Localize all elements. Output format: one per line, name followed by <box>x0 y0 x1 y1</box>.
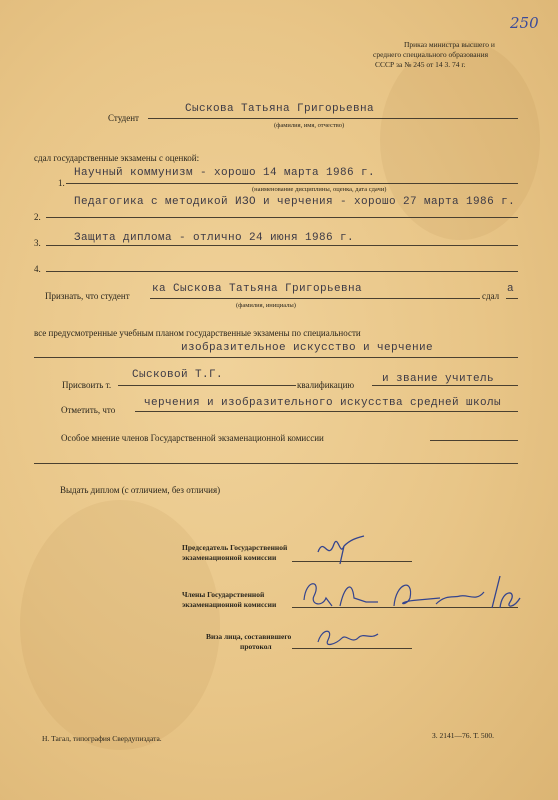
note-underline <box>135 411 518 412</box>
members-label-2: экзаменационной комиссии <box>182 600 277 609</box>
exam-underline-2 <box>46 217 518 218</box>
qualification-value: и звание учитель <box>382 373 495 385</box>
order-line-2: среднего специального образования <box>373 50 489 59</box>
exams-intro: сдал государственные экзамены с оценкой: <box>34 153 200 163</box>
passed-label: сдал <box>482 291 500 301</box>
specialty-underline <box>34 357 518 358</box>
members-signatures-icon <box>296 568 526 618</box>
chairman-signature-icon <box>310 522 370 567</box>
opinion-underline-2 <box>34 463 518 464</box>
order-line-1: Приказ министра высшего и <box>404 40 495 49</box>
qualification-underline <box>372 385 518 386</box>
recognize-name: ка Сыскова Татьяна Григорьевна <box>152 283 363 295</box>
footer-printer: Н. Тагал, типография Свердупиздата. <box>42 734 162 743</box>
passed-ending: а <box>507 283 515 295</box>
recognize-underline <box>150 298 480 299</box>
exam-underline-1 <box>66 183 518 184</box>
note-label: Отметить, что <box>61 405 116 415</box>
exam-text-3: Защита диплома - отлично 24 июня 1986 г. <box>74 232 355 244</box>
recognize-caption: (фамилия, инициалы) <box>236 302 296 309</box>
opinion-underline-1 <box>430 440 518 441</box>
chairman-label-1: Председатель Государственной <box>182 543 288 552</box>
opinion-label: Особое мнение членов Государственной экзаменационной комиссии <box>61 433 324 443</box>
specialty-intro: все предусмотренные учебным планом государственные экзамены по специальности <box>34 328 361 338</box>
exam-number-4: 4. <box>34 264 41 274</box>
visa-label-2: протокол <box>240 642 272 651</box>
paper-stain <box>380 40 540 240</box>
exam-text-1: Научный коммунизм - хорошо 14 марта 1986 г. <box>74 167 376 179</box>
diploma-label: Выдать диплом (с отличием, без отличия) <box>60 485 221 495</box>
footer-code: З. 2141—76. Т. 500. <box>432 731 494 740</box>
exam-caption: (наименование дисциплины, оценка, дата сдачи) <box>252 186 387 193</box>
passed-underline <box>506 298 518 299</box>
exam-number-2: 2. <box>34 212 41 222</box>
order-line-3: СССР за № 245 от 14 3. 74 г. <box>375 60 466 69</box>
visa-label-1: Виза лица, составившего <box>206 632 292 641</box>
paper-stain <box>20 500 220 750</box>
student-underline <box>148 118 518 119</box>
assign-name: Сысковой Т.Г. <box>132 369 224 381</box>
qualification-label: квалификацию <box>297 380 355 390</box>
student-label: Студент <box>108 113 139 123</box>
assign-label: Присвоить т. <box>62 380 112 390</box>
exam-underline-3 <box>46 245 518 246</box>
members-label-1: Члены Государственной <box>182 590 265 599</box>
exam-underline-4 <box>46 271 518 272</box>
note-value: черчения и изобразительного искусства средней школы <box>144 397 502 409</box>
exam-text-2: Педагогика с методикой ИЗО и черчения - хорошо 27 марта 1986 г. <box>74 196 516 208</box>
exam-number-3: 3. <box>34 238 41 248</box>
page-number: 250 <box>510 14 539 32</box>
chairman-label-2: экзаменационной комиссии <box>182 553 277 562</box>
assign-underline <box>118 385 296 386</box>
student-caption: (фамилия, имя, отчество) <box>274 122 345 129</box>
visa-signature-icon <box>312 622 392 652</box>
recognize-label: Признать, что студент <box>45 291 130 301</box>
student-name: Сыскова Татьяна Григорьевна <box>185 103 375 115</box>
exam-number-1: 1. <box>58 178 65 188</box>
specialty-value: изобразительное искусство и черчение <box>181 342 434 354</box>
